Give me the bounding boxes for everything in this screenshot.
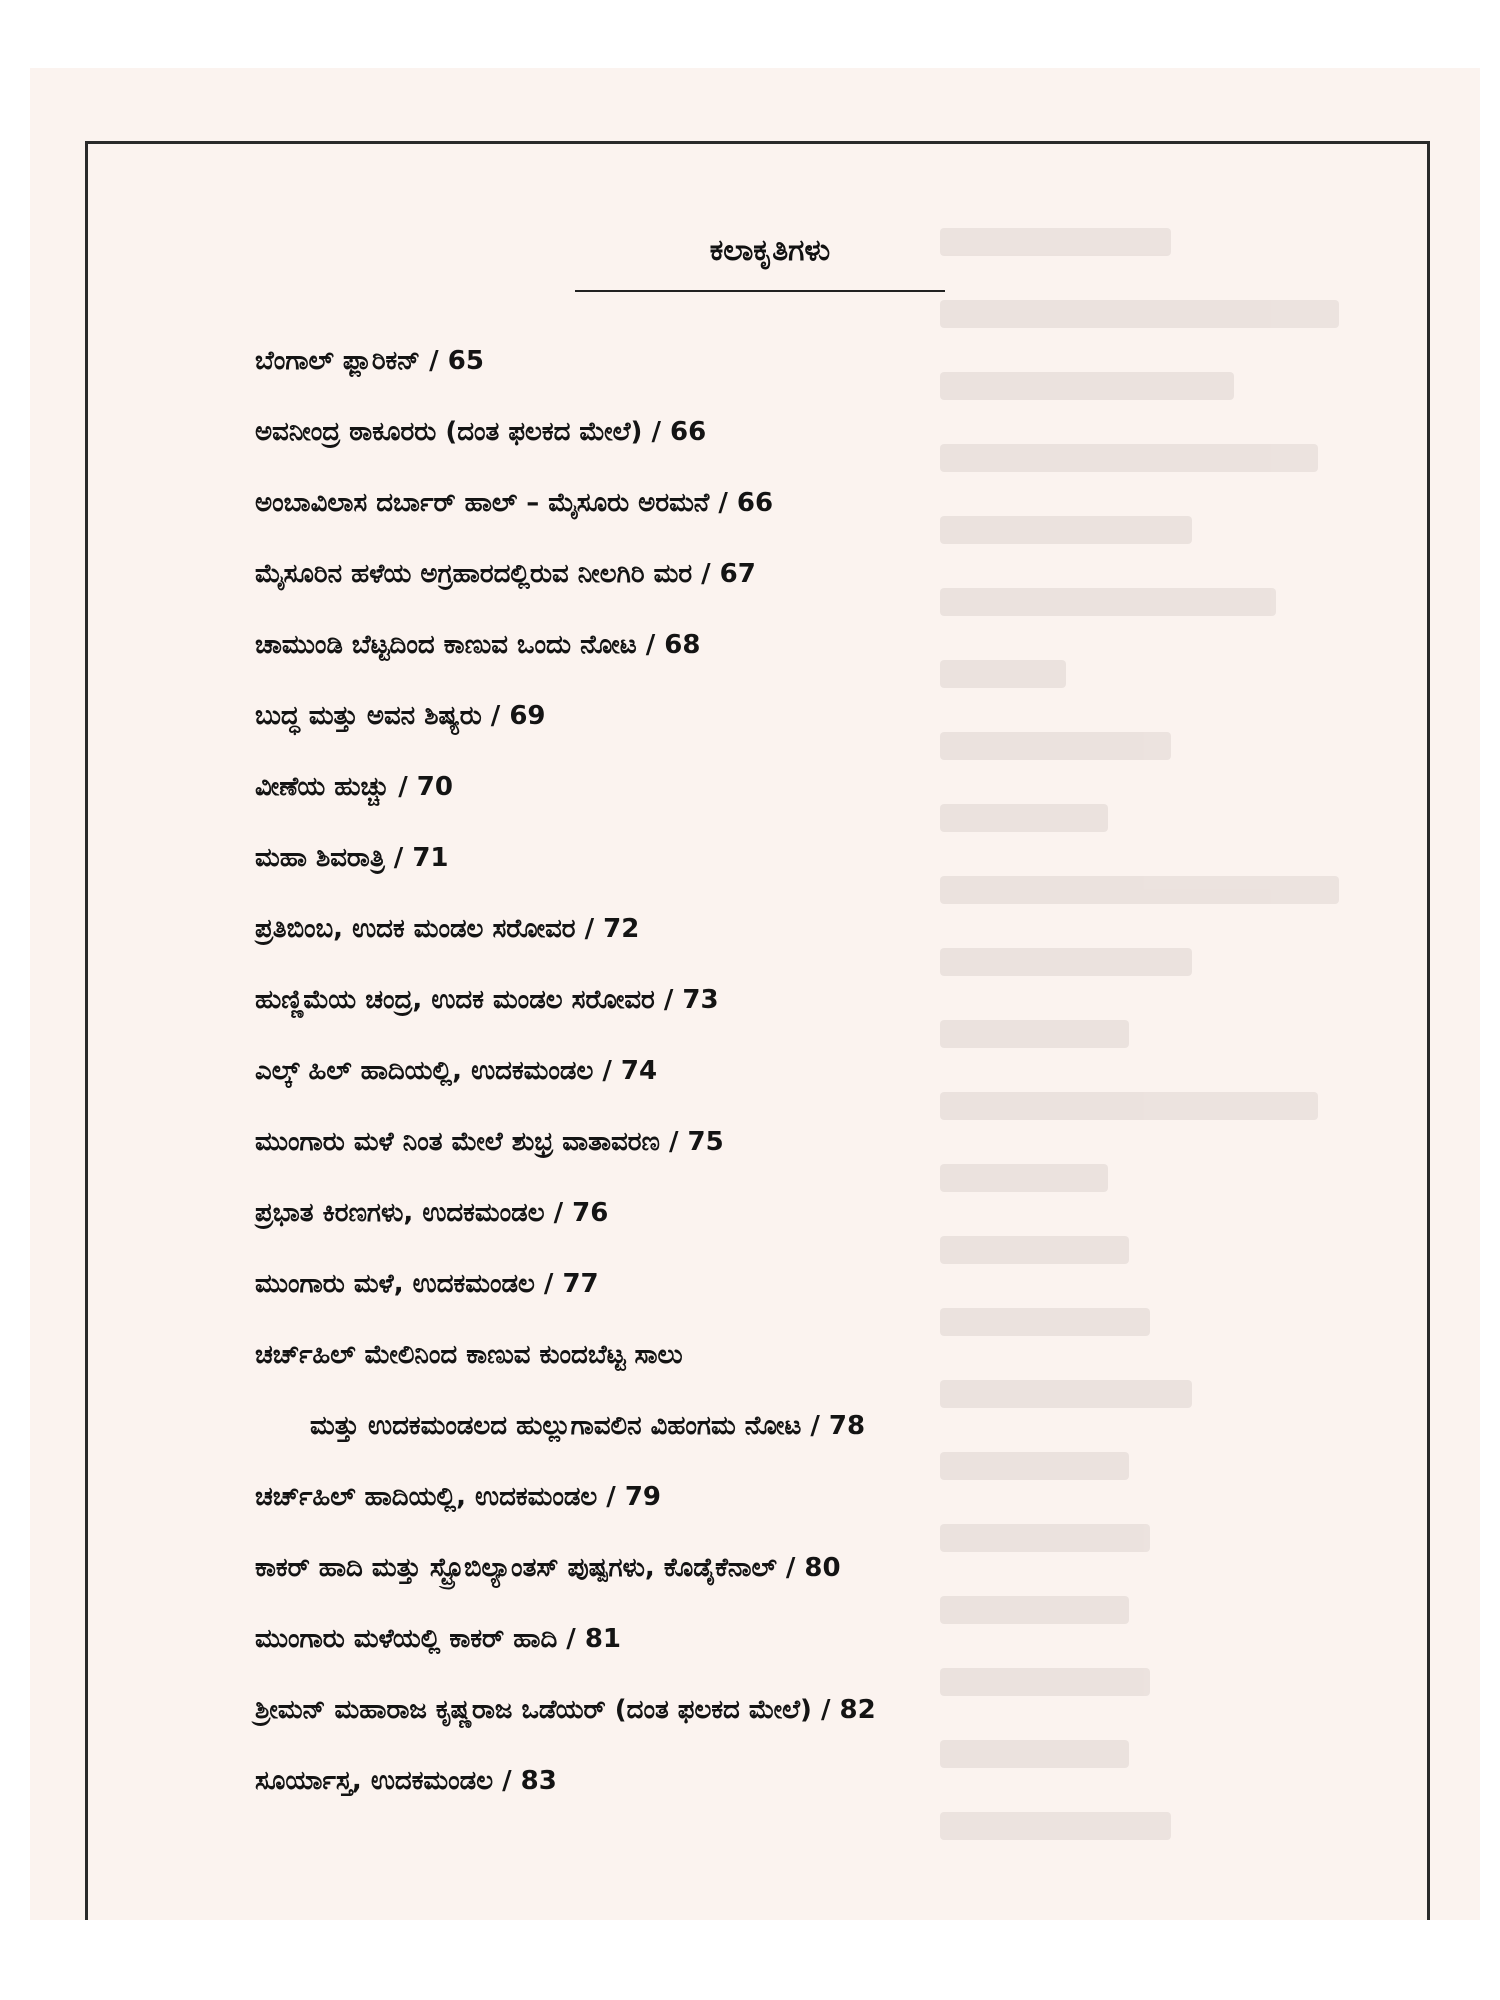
list-item: ಚರ್ಚ್‌ಹಿಲ್ ಮೇಲಿನಿಂದ ಕಾಣುವ ಕುಂದಬೆಟ್ಟ ಸಾಲು xyxy=(255,1340,683,1370)
list-item: ಮುಂಗಾರು ಮಳೆ ನಿಂತ ಮೇಲೆ ಶುಭ್ರ ವಾತಾವರಣ / 75 xyxy=(255,1127,724,1157)
list-item: ಶ್ರೀಮನ್ ಮಹಾರಾಜ ಕೃಷ್ಣರಾಜ ಒಡೆಯರ್ (ದಂತ ಫಲಕದ ಮೇಲೆ) / 82 xyxy=(255,1695,876,1725)
list-item: ಸೂರ್ಯಾಸ್ತ, ಉದಕಮಂಡಲ / 83 xyxy=(255,1766,557,1796)
list-item: ಚರ್ಚ್‌ಹಿಲ್ ಹಾದಿಯಲ್ಲಿ, ಉದಕಮಂಡಲ / 79 xyxy=(255,1482,662,1512)
list-item: ಪ್ರಭಾತ ಕಿರಣಗಳು, ಉದಕಮಂಡಲ / 76 xyxy=(255,1198,609,1228)
title-underline xyxy=(575,290,945,292)
artworks-list xyxy=(255,326,1375,1817)
list-item: ಬುದ್ಧ ಮತ್ತು ಅವನ ಶಿಷ್ಯರು / 69 xyxy=(255,701,546,731)
scanned-page xyxy=(30,68,1480,1920)
list-item: ಮುಂಗಾರು ಮಳೆಯಲ್ಲಿ ಕಾಕರ್ ಹಾದಿ / 81 xyxy=(255,1624,622,1654)
list-item: ಅಂಬಾವಿಲಾಸ ದರ್ಬಾರ್ ಹಾಲ್ – ಮೈಸೂರು ಅರಮನೆ / 66 xyxy=(255,488,774,518)
list-item: ಚಾಮುಂಡಿ ಬೆಟ್ಟದಿಂದ ಕಾಣುವ ಒಂದು ನೋಟ / 68 xyxy=(255,630,701,660)
list-item: ವೀಣೆಯ ಹುಚ್ಚು / 70 xyxy=(255,772,453,802)
list-item: ಅವನೀಂದ್ರ ಠಾಕೂರರು (ದಂತ ಫಲಕದ ಮೇಲೆ) / 66 xyxy=(255,417,707,447)
list-item: ಕಾಕರ್ ಹಾದಿ ಮತ್ತು ಸ್ಟ್ರೊಬಿಲ್ಯಾಂತಸ್ ಪುಷ್ಪಗಳು, ಕೊಡೈಕೆನಾಲ್ / 80 xyxy=(255,1553,841,1583)
list-item: ಎಲ್ಕ್ ಹಿಲ್ ಹಾದಿಯಲ್ಲಿ, ಉದಕಮಂಡಲ / 74 xyxy=(255,1056,658,1086)
list-item: ಮುಂಗಾರು ಮಳೆ, ಉದಕಮಂಡಲ / 77 xyxy=(255,1269,599,1299)
list-item: ಹುಣ್ಣಿಮೆಯ ಚಂದ್ರ, ಉದಕ ಮಂಡಲ ಸರೋವರ / 73 xyxy=(255,985,719,1015)
list-item: ಮಹಾ ಶಿವರಾತ್ರಿ / 71 xyxy=(255,843,449,873)
list-item-continuation: ಮತ್ತು ಉದಕಮಂಡಲದ ಹುಲ್ಲುಗಾವಲಿನ ವಿಹಂಗಮ ನೋಟ / 78 xyxy=(310,1411,866,1441)
list-item: ಮೈಸೂರಿನ ಹಳೆಯ ಅಗ್ರಹಾರದಲ್ಲಿರುವ ನೀಲಗಿರಿ ಮರ / 67 xyxy=(255,559,756,589)
list-item: ಪ್ರತಿಬಿಂಬ, ಉದಕ ಮಂಡಲ ಸರೋವರ / 72 xyxy=(255,914,640,944)
list-item: ಬೆಂಗಾಲ್ ಫ್ಲಾರಿಕನ್ / 65 xyxy=(255,346,484,376)
page-title: ಕಲಾಕೃತಿಗಳು xyxy=(709,233,831,268)
